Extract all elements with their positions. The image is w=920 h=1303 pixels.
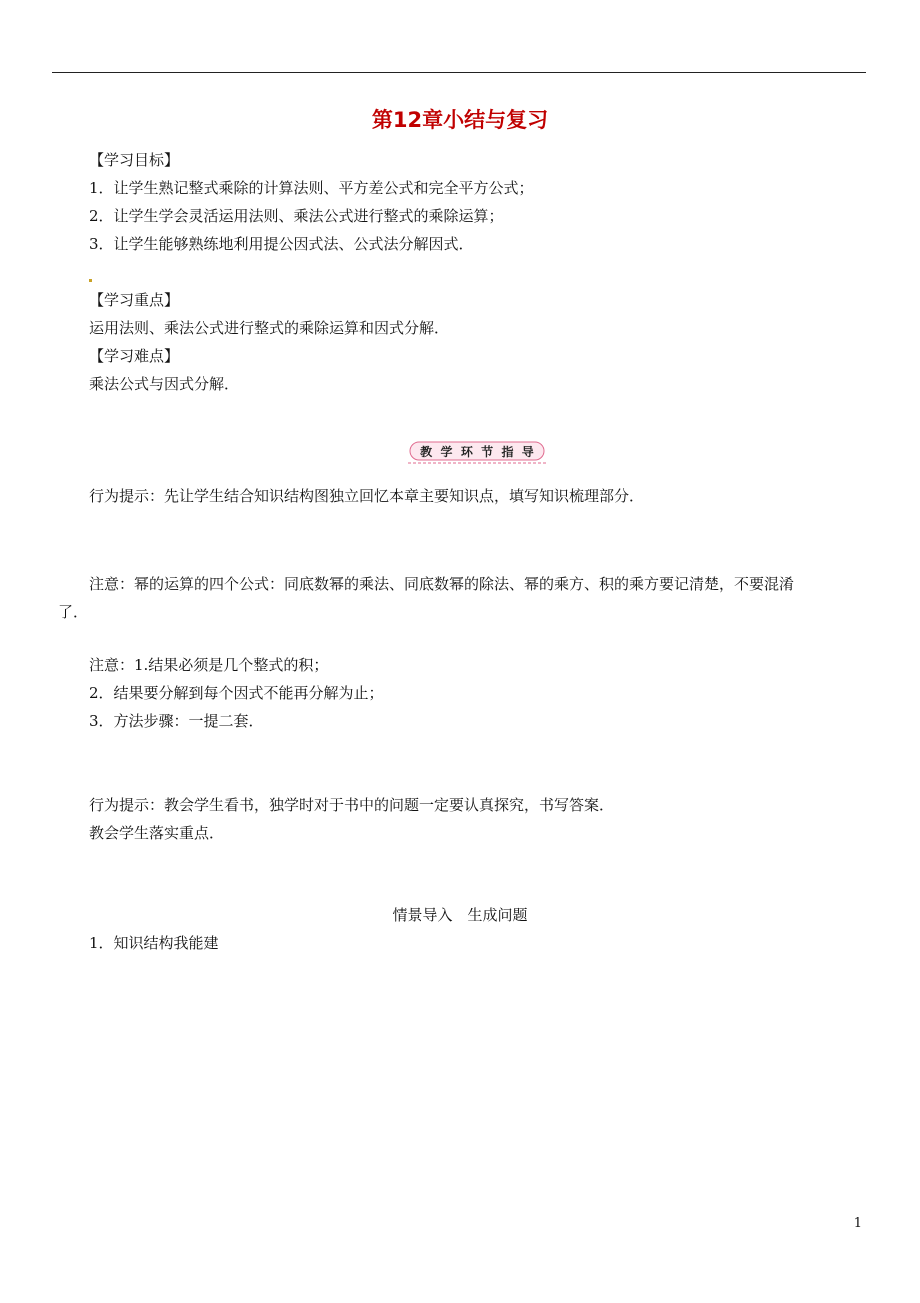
banner-char: 导	[521, 444, 534, 459]
section-item-1: 1．知识结构我能建	[89, 934, 219, 952]
difficulties-heading: 【学习难点】	[89, 347, 180, 365]
page-title: 第12章小结与复习	[371, 108, 549, 132]
difficulties-text: 乘法公式与因式分解．	[89, 375, 240, 393]
header-rule	[52, 72, 866, 73]
behavior-hint-1: 行为提示：先让学生结合知识结构图独立回忆本章主要知识点，填写知识梳理部分．	[89, 487, 645, 505]
banner-char: 指	[501, 444, 514, 459]
teaching-guide-banner	[408, 440, 546, 464]
note-1-line-2: 了．	[58, 603, 89, 621]
banner-char: 教	[420, 444, 433, 459]
behavior-hint-2-line-2: 教会学生落实重点．	[89, 824, 225, 842]
decorative-dot	[89, 279, 92, 282]
banner-char: 环	[460, 444, 473, 459]
key-points-text: 运用法则、乘法公式进行整式的乘除运算和因式分解．	[89, 319, 450, 337]
banner-char: 节	[481, 444, 494, 459]
key-points-heading: 【学习重点】	[89, 291, 180, 309]
banner-char: 学	[440, 444, 453, 459]
note-2-line-2: 2．结果要分解到每个因式不能再分解为止；	[89, 684, 384, 702]
objective-item-2: 2．让学生学会灵活运用法则、乘法公式进行整式的乘除运算；	[89, 207, 504, 225]
objective-item-3: 3．让学生能够熟练地利用提公因式法、公式法分解因式．	[89, 235, 474, 253]
section-title: 情景导入 生成问题	[392, 906, 528, 924]
objective-item-1: 1．让学生熟记整式乘除的计算法则、平方差公式和完全平方公式；	[89, 179, 534, 197]
objectives-heading: 【学习目标】	[89, 151, 180, 169]
note-2-line-1: 注意：1.结果必须是几个整式的积；	[89, 656, 329, 674]
page-number: 1	[853, 1216, 862, 1231]
note-1-line-1: 注意：幂的运算的四个公式：同底数幂的乘法、同底数幂的除法、幂的乘方、积的乘方要记清楚，不要混淆	[89, 575, 795, 593]
note-2-line-3: 3．方法步骤：一提二套．	[89, 712, 264, 730]
behavior-hint-2-line-1: 行为提示：教会学生看书，独学时对于书中的问题一定要认真探究，书写答案．	[89, 796, 615, 814]
